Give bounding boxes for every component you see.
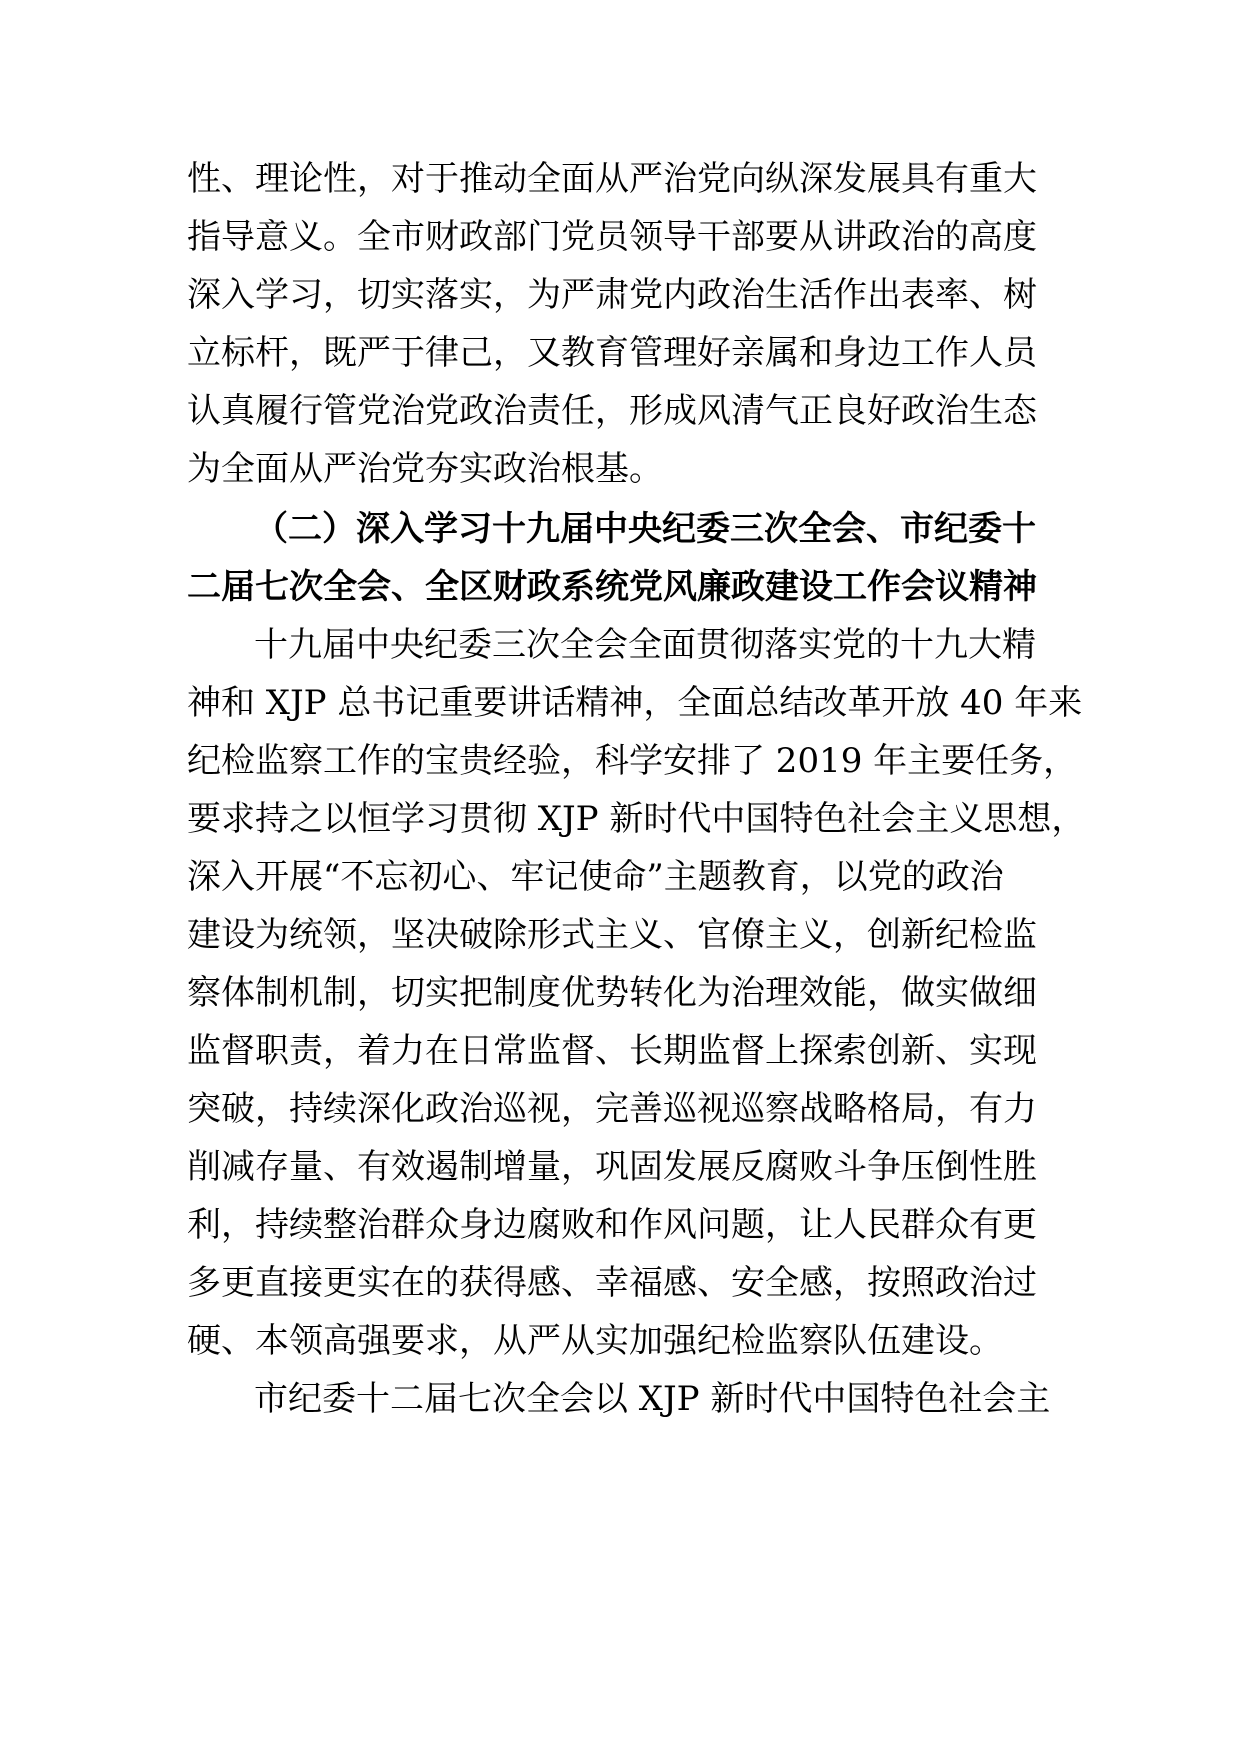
body-text-line: 深入开展“不忘初心、牢记使命”主题教育，以党的政治: [187, 857, 1004, 897]
body-text-line: 多更直接更实在的获得感、幸福感、安全感，按照政治过: [187, 1263, 1037, 1303]
body-text-line: 神和 XJP 总书记重要讲话精神，全面总结改革开放 40 年来: [187, 683, 1083, 723]
body-text-line: 立标杆，既严于律己，又教育管理好亲属和身边工作人员: [187, 333, 1037, 373]
body-text-line: 为全面从严治党夯实政治根基。: [187, 449, 663, 489]
body-text-line: 削减存量、有效遏制增量，巩固发展反腐败斗争压倒性胜: [187, 1147, 1037, 1187]
body-text-line: 深入学习，切实落实，为严肃党内政治生活作出表率、树: [187, 275, 1037, 315]
section-heading-line: 二届七次全会、全区财政系统党风廉政建设工作会议精神: [187, 567, 1037, 607]
body-text-line: 建设为统领，坚决破除形式主义、官僚主义，创新纪检监: [187, 915, 1037, 955]
body-text-line: 认真履行管党治党政治责任，形成风清气正良好政治生态: [187, 391, 1037, 431]
body-text-line: 十九届中央纪委三次全会全面贯彻落实党的十九大精: [254, 625, 1036, 665]
body-text-line: 纪检监察工作的宝贵经验，科学安排了 2019 年主要任务，: [187, 741, 1078, 781]
body-text-line: 要求持之以恒学习贯彻 XJP 新时代中国特色社会主义思想，: [187, 799, 1086, 839]
body-text-line: 市纪委十二届七次全会以 XJP 新时代中国特色社会主: [254, 1379, 1051, 1419]
body-text-line: 利，持续整治群众身边腐败和作风问题，让人民群众有更: [187, 1205, 1037, 1245]
body-text-line: 察体制机制，切实把制度优势转化为治理效能，做实做细: [187, 973, 1037, 1013]
body-text-line: 监督职责，着力在日常监督、长期监督上探索创新、实现: [187, 1031, 1037, 1071]
body-text-line: 指导意义。全市财政部门党员领导干部要从讲政治的高度: [187, 217, 1037, 257]
body-text-line: 突破，持续深化政治巡视，完善巡视巡察战略格局，有力: [187, 1089, 1037, 1129]
body-text-line: 硬、本领高强要求，从严从实加强纪检监察队伍建设。: [187, 1321, 1003, 1361]
section-heading-line: （二）深入学习十九届中央纪委三次全会、市纪委十: [254, 509, 1036, 549]
body-text-line: 性、理论性，对于推动全面从严治党向纵深发展具有重大: [187, 159, 1037, 199]
